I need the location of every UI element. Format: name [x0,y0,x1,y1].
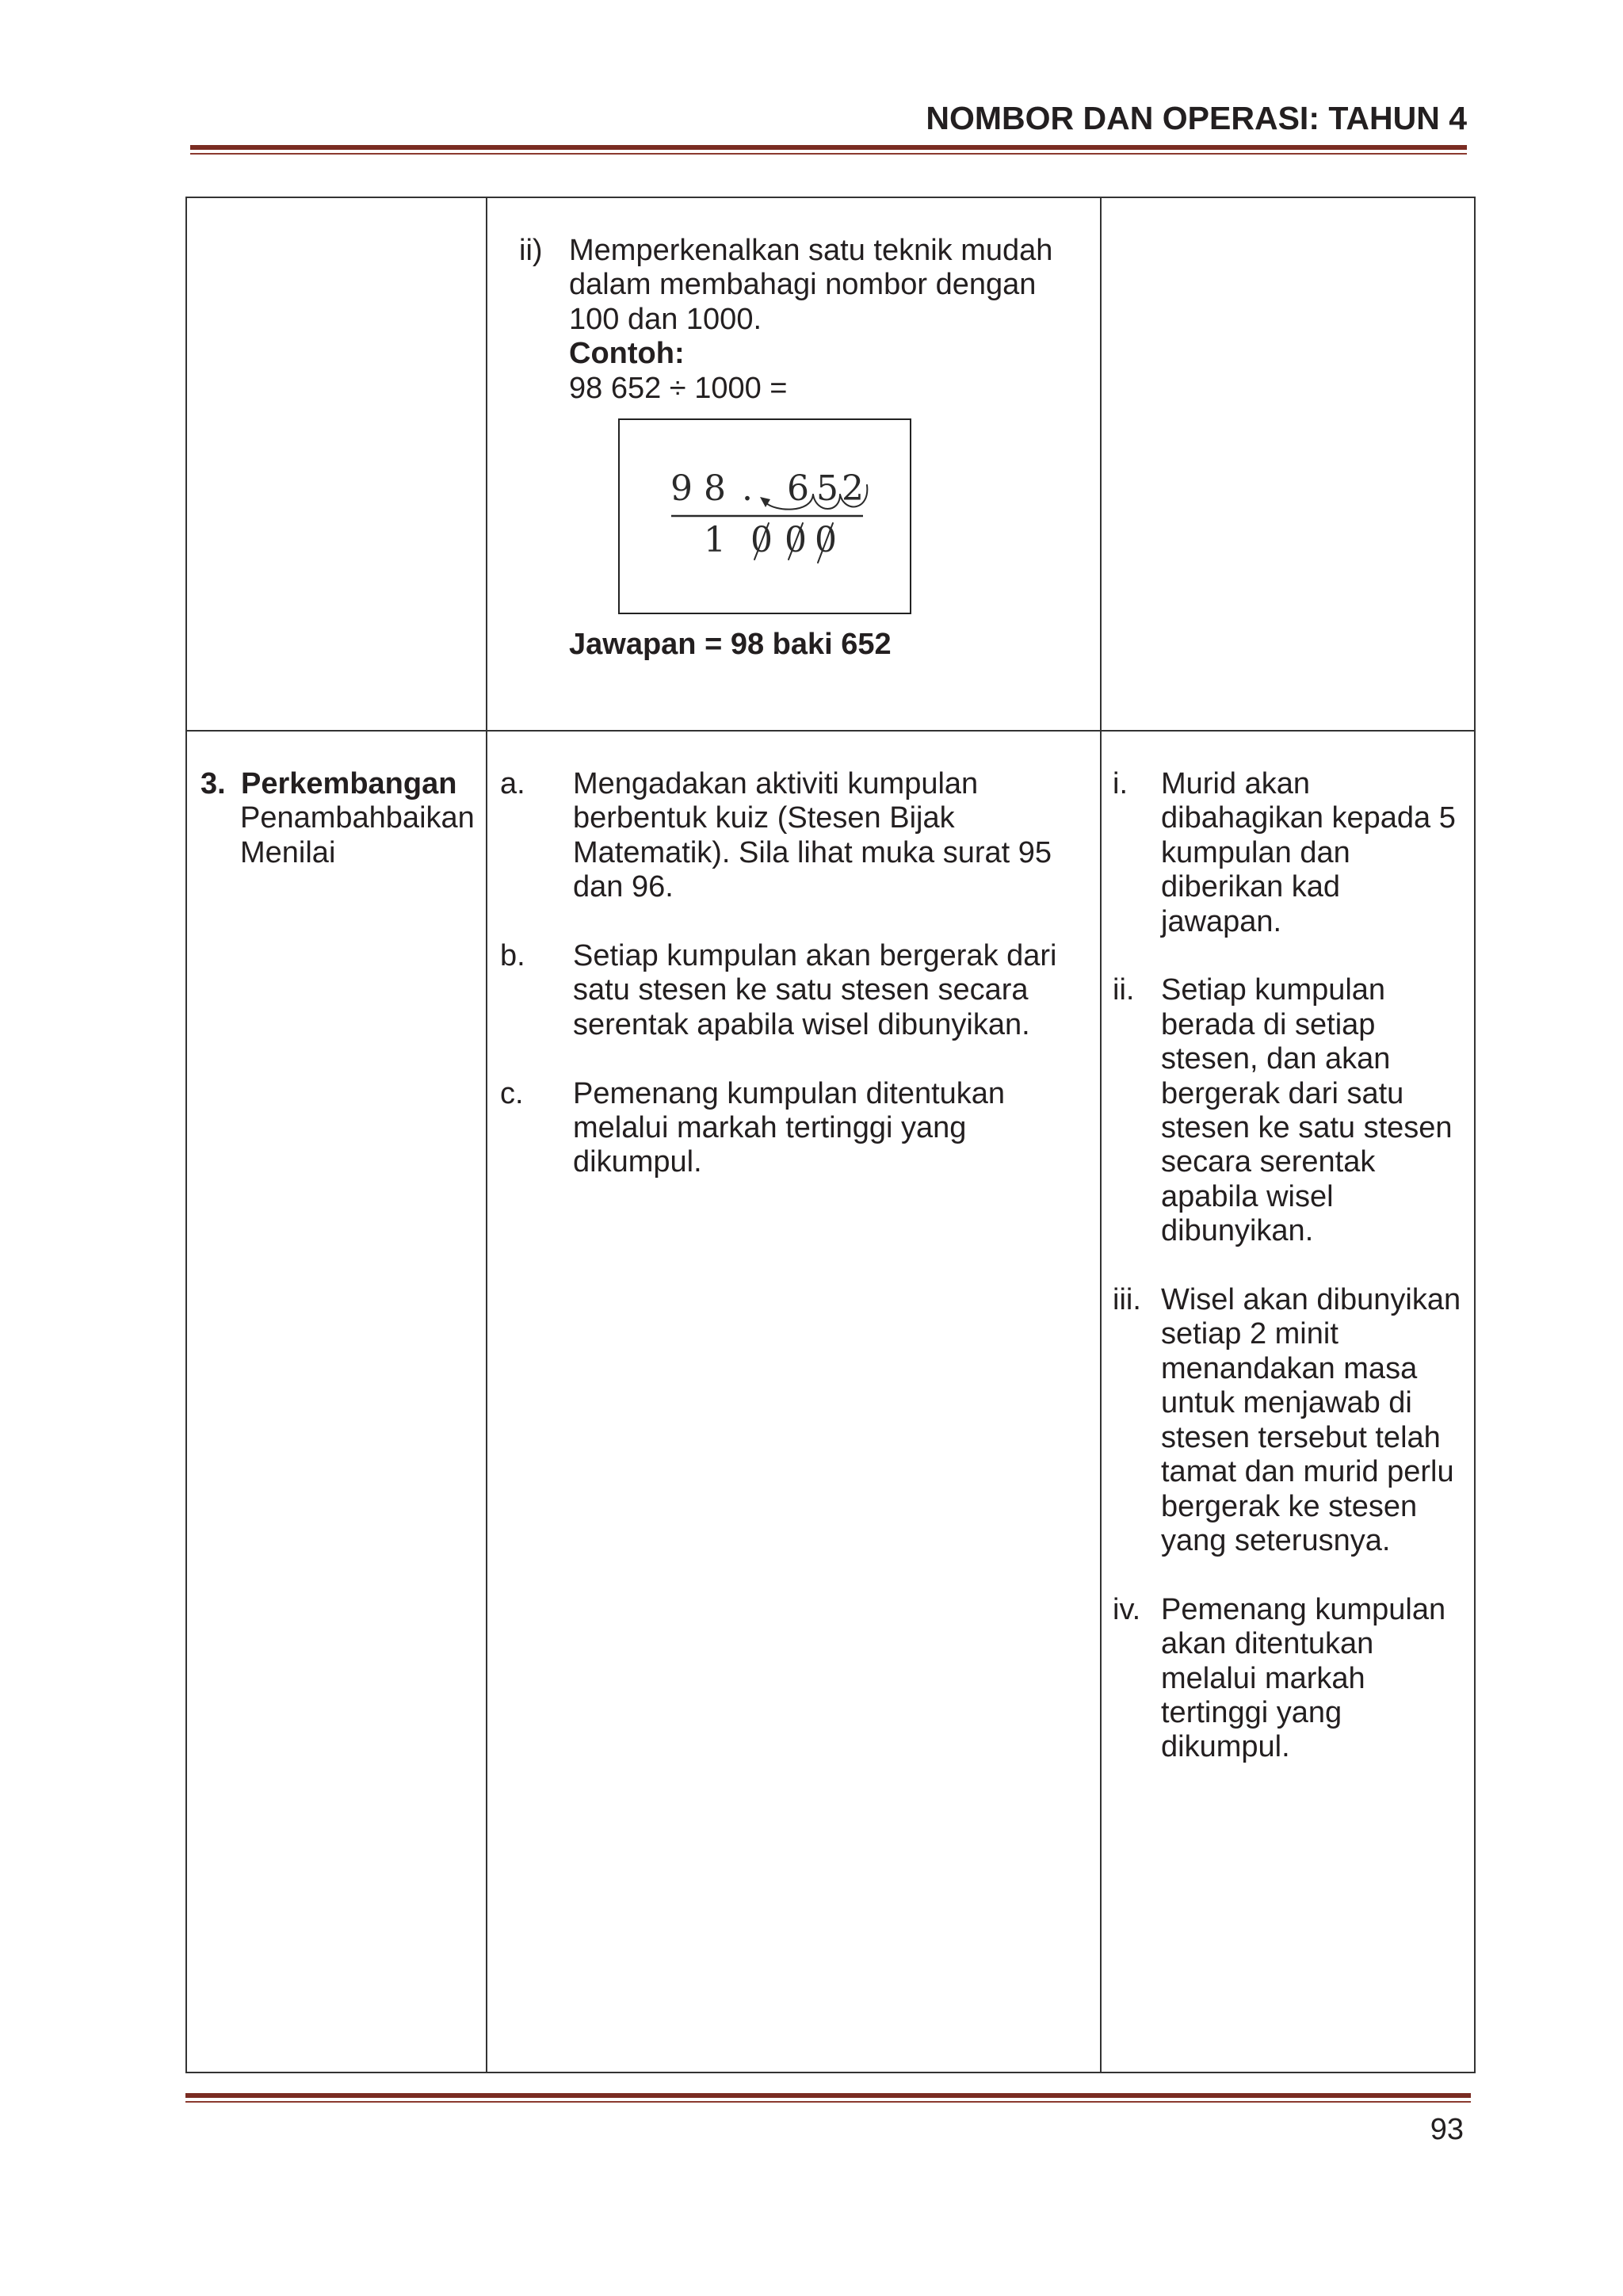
item-text: Setiap kumpulan berada di setiap stesen, dan akan bergerak dari satu stesen ke satu stesen secara serentak apabila wisel dibunyikan. [1161,973,1453,1248]
table-column-divider [486,197,487,2073]
stage-title: Perkembangan [241,767,457,800]
activity-item [500,939,1094,1042]
item-label: a. [500,767,525,800]
stage-subtitle-line: Penambahbaikan [240,801,475,835]
header-rule-thin [190,153,1467,155]
activity-list [500,767,1094,1214]
answer-text: Jawapan = 98 baki 652 [569,628,892,661]
table-column-divider [1100,197,1102,2073]
item-text: Mengadakan aktiviti kumpulan berbentuk kuiz (Stesen Bijak Matematik). Sila lihat muka surat 95 dan 96. [573,767,1052,904]
numerator-digit: 8 [704,468,726,509]
stage-number: 3. [200,767,226,800]
item-label: c. [500,1076,524,1110]
note-item [1113,1283,1473,1558]
table-row-divider [185,730,1476,732]
item-text: Wisel akan dibunyikan setiap 2 minit menandakan masa untuk menjawab di stesen tersebut telah tamat dan murid perlu bergerak ke stesen yang seterusnya. [1161,1283,1461,1557]
division-diagram-box [618,418,911,614]
activity-item [500,1077,1094,1180]
numerator-digit: 2 [842,468,864,509]
example-label: Contoh: [569,337,685,371]
footer-rule-thick [185,2093,1471,2098]
footer-rule-thin [185,2101,1471,2103]
technique-text: Memperkenalkan satu teknik mudah dalam membahagi nombor dengan 100 dan 1000. [569,234,1053,336]
numerator-digit: 5 [816,468,838,509]
stage-subtitle-line: Menilai [240,835,336,869]
page-header-title: NOMBOR DAN OPERASI: TAHUN 4 [926,100,1467,136]
item-label: i. [1113,767,1128,800]
note-item [1113,973,1473,1248]
note-item [1113,767,1473,939]
item-text: Murid akan dibahagikan kepada 5 kumpulan dan diberikan kad jawapan. [1161,767,1456,938]
denominator-digit: 0 [750,520,773,560]
page-number: 93 [1430,2113,1464,2146]
activity-item [500,767,1094,905]
division-diagram [618,418,911,614]
item-label: iii. [1113,1283,1141,1317]
item-text: Setiap kumpulan akan bergerak dari satu stesen ke satu stesen secara serentak apabila wisel dibunyikan. [573,939,1057,1041]
denominator-digit: 0 [815,520,837,560]
technique-label: ii) [519,234,543,267]
item-label: ii. [1113,973,1135,1007]
item-text: Pemenang kumpulan ditentukan melalui markah tertinggi yang dikumpul. [573,1076,1006,1179]
header-rule-thick [190,145,1467,150]
note-item [1113,1593,1473,1765]
denominator-digit: 1 [704,520,726,560]
decimal-point: . [742,468,753,509]
notes-list [1113,767,1473,1799]
item-label: b. [500,939,525,973]
item-text: Pemenang kumpulan akan ditentukan melalui markah tertinggi yang dikumpul. [1161,1592,1446,1764]
denominator-digit: 0 [785,520,807,560]
item-label: iv. [1113,1592,1141,1626]
numerator-digit: 6 [787,468,809,509]
numerator-digit: 9 [670,468,693,509]
example-expression: 98 652 ÷ 1000 = [569,371,788,405]
